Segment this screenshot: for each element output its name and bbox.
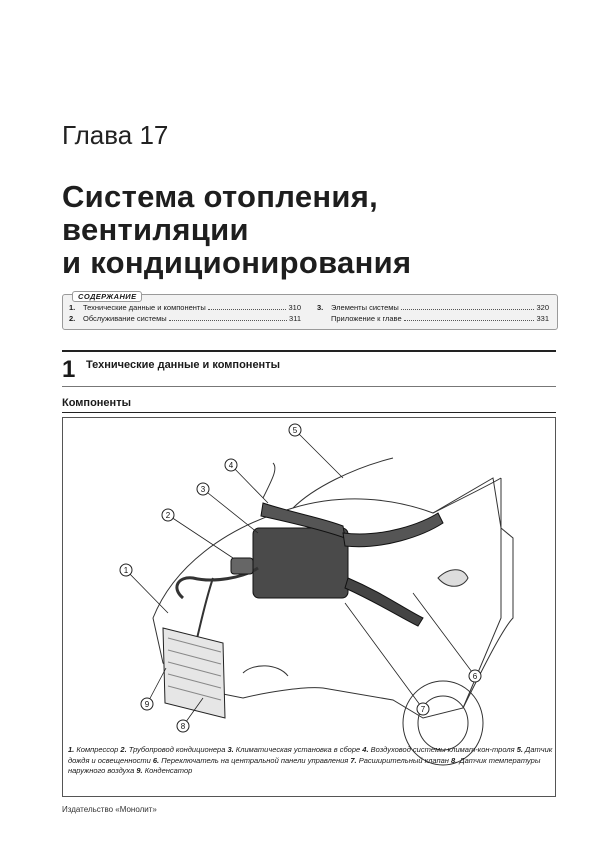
toc-item-number: 1. xyxy=(69,303,76,312)
toc-leader xyxy=(401,308,535,310)
caption-text: Воздуховод системы климат-кон-троля xyxy=(368,745,517,754)
caption-number: 6. xyxy=(152,755,160,765)
toc-item-page: 331 xyxy=(536,314,549,323)
toc-item-label: Элементы системы xyxy=(331,303,399,312)
toc-item-page: 310 xyxy=(288,303,301,312)
callout-9 xyxy=(141,698,153,710)
toc-item-number: 3. xyxy=(317,303,324,312)
callout-4 xyxy=(225,459,237,471)
section-divider xyxy=(62,386,556,387)
caption-text: Датчик дождя и освещенности xyxy=(68,745,553,765)
callout-6 xyxy=(469,670,481,682)
toc-item[interactable] xyxy=(69,314,301,323)
caption-number: 5. xyxy=(516,745,523,754)
chapter-title xyxy=(62,180,411,279)
toc-item[interactable] xyxy=(69,303,301,312)
caption-number: 7. xyxy=(350,755,357,765)
callout-1 xyxy=(120,564,132,576)
headlight xyxy=(243,666,288,676)
caption-text: Переключатель на центральной панели управления xyxy=(159,755,351,765)
figure-caption xyxy=(68,745,554,777)
caption-text: Климатическая установка в сборе xyxy=(233,745,363,754)
caption-number: 3. xyxy=(227,745,234,754)
callout-9-label: 9 xyxy=(144,700,150,709)
toc-item-label: Обслуживание системы xyxy=(83,314,167,323)
toc-leader xyxy=(208,308,287,310)
callout-8-label: 8 xyxy=(180,722,186,731)
section-number: 1 xyxy=(62,356,76,383)
toc-leader xyxy=(169,319,287,321)
caption-number: 2. xyxy=(120,745,127,754)
hvac-unit xyxy=(253,528,348,598)
components-figure xyxy=(62,417,556,797)
callout-8 xyxy=(177,720,189,732)
callout-7 xyxy=(417,703,429,715)
condenser xyxy=(163,628,225,718)
air-duct-right xyxy=(343,513,443,547)
publisher-footer: Издательство «Монолит» xyxy=(62,805,157,814)
subsection-title: Компоненты xyxy=(62,397,131,409)
section-rule xyxy=(62,350,556,352)
subsection-rule xyxy=(62,412,556,413)
toc-item-page: 311 xyxy=(289,314,301,323)
toc-item[interactable] xyxy=(317,303,549,312)
callout-2-label: 2 xyxy=(165,511,171,520)
callout-3-label: 3 xyxy=(200,485,206,494)
toc-leader xyxy=(404,319,535,321)
callout-3 xyxy=(197,483,209,495)
callout-7-label: 7 xyxy=(420,705,426,714)
toc-item[interactable] xyxy=(317,314,549,323)
caption-text: Компрессор xyxy=(74,745,121,754)
callout-2 xyxy=(162,509,174,521)
toc-tag: СОДЕРЖАНИЕ xyxy=(72,291,142,302)
windshield-edge xyxy=(433,478,501,513)
caption-text: Датчик температуры наружного воздуха xyxy=(68,755,541,775)
compressor-body xyxy=(231,558,253,574)
section-title: Технические данные и компоненты xyxy=(86,359,280,371)
windshield-wiper xyxy=(263,463,275,498)
chapter-title-line: вентиляции xyxy=(62,212,249,247)
side-mirror xyxy=(438,570,468,587)
pillar-line xyxy=(463,478,501,708)
caption-number: 8. xyxy=(451,755,458,765)
callout-5-label: 5 xyxy=(292,426,298,435)
caption-number: 9. xyxy=(136,766,143,775)
toc-item-number: 2. xyxy=(69,314,76,323)
callout-6-label: 6 xyxy=(472,672,478,681)
chapter-title-line: Система отопления, xyxy=(62,179,379,214)
callout-4-label: 4 xyxy=(228,461,234,470)
caption-text: Расширительный клапан xyxy=(356,755,451,765)
callout-5 xyxy=(289,424,301,436)
caption-number: 1. xyxy=(68,745,75,754)
toc-item-label: Приложение к главе xyxy=(331,314,402,323)
toc-item-page: 320 xyxy=(536,303,549,312)
caption-text: Трубопровод кондиционера xyxy=(126,745,228,754)
chapter-title-line: и кондиционирования xyxy=(62,245,412,280)
car-hvac-illustration xyxy=(63,418,555,796)
toc-item-label: Технические данные и компоненты xyxy=(83,303,206,312)
chapter-label: Глава 17 xyxy=(62,120,169,150)
caption-text: Конденсатор xyxy=(142,766,193,775)
callout-1-label: 1 xyxy=(123,566,129,575)
caption-number: 4. xyxy=(362,745,369,754)
